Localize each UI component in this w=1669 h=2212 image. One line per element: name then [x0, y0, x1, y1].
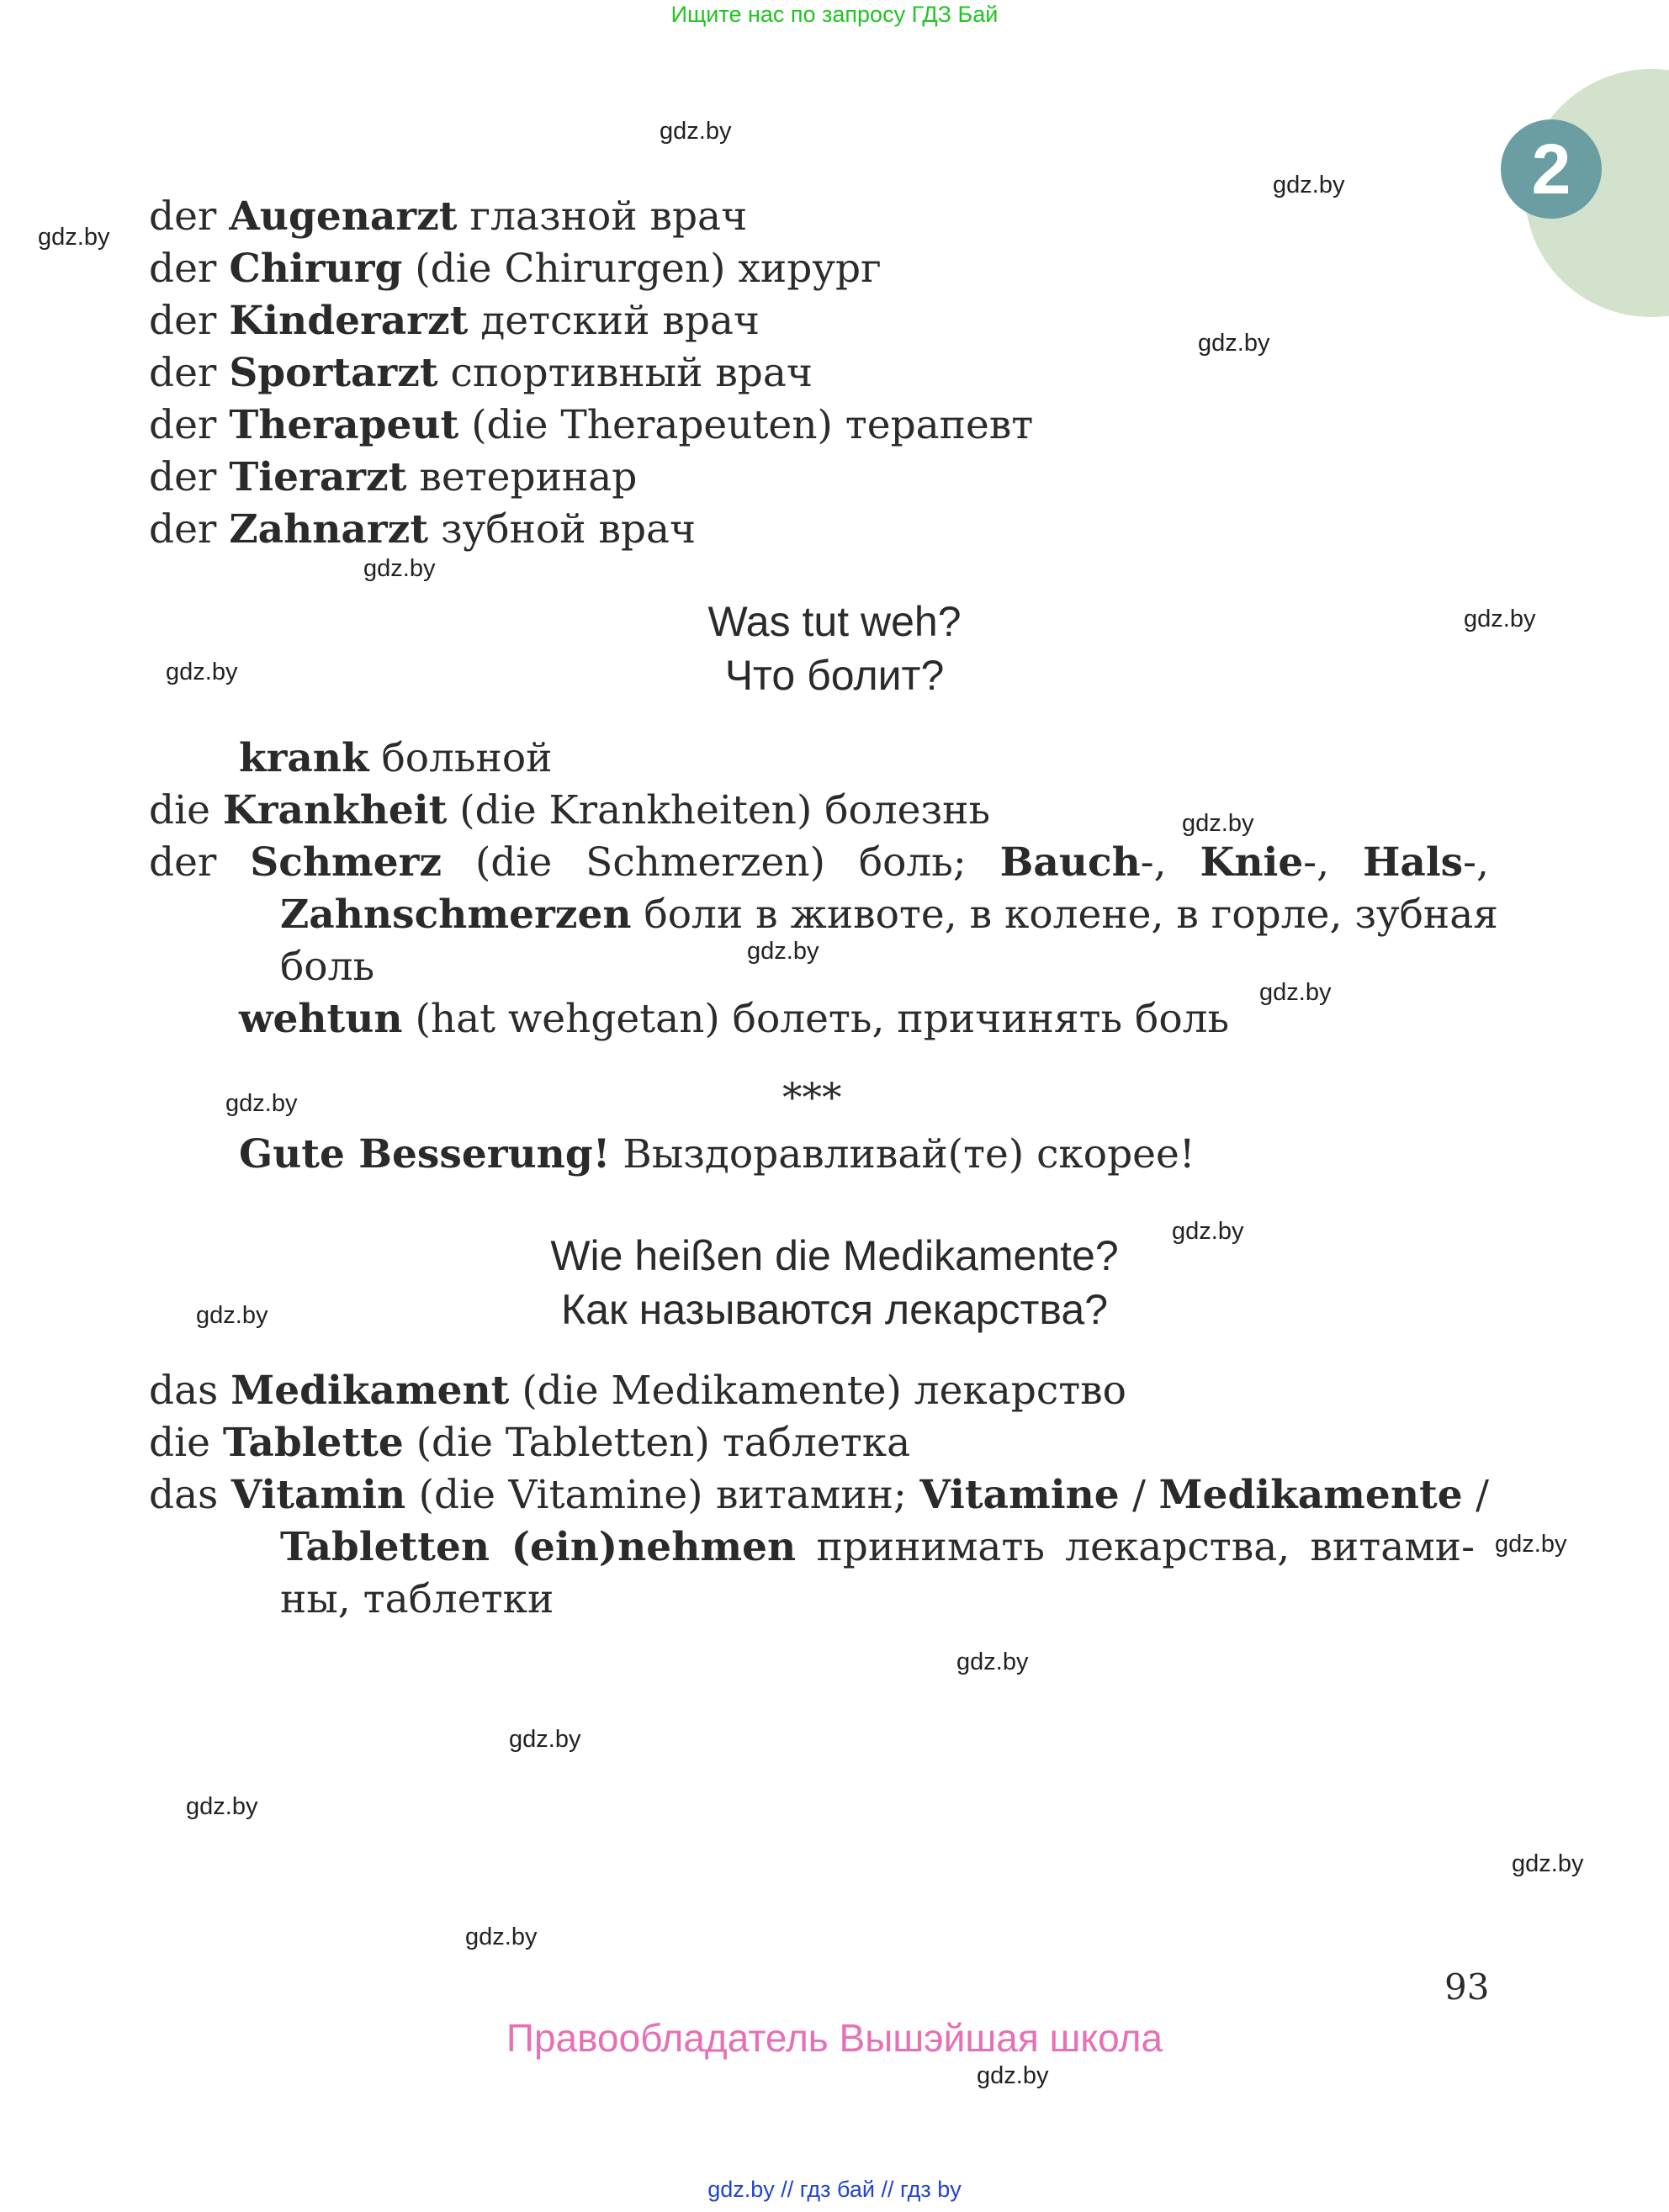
watermark: gdz.by — [1259, 979, 1332, 1006]
watermark: gdz.by — [196, 1302, 268, 1329]
vocab-entry-continued: боль — [280, 944, 375, 990]
watermark: gdz.by — [465, 1924, 538, 1950]
chapter-badge: 2 — [1501, 119, 1602, 219]
vocab-entry: der Augenarzt глазной врач — [149, 193, 748, 240]
watermark: gdz.by — [1495, 1531, 1567, 1558]
separator-stars: *** — [782, 1075, 842, 1121]
vocab-entry: der Kinderarzt детский врач — [149, 298, 760, 344]
watermark: gdz.by — [660, 118, 732, 145]
watermark: gdz.by — [977, 2062, 1049, 2089]
footer-links[interactable]: gdz.by // гдз бай // гдз by — [707, 2177, 962, 2202]
vocab-entry: die Tablette (die Tabletten) таблетка — [149, 1420, 911, 1466]
section-title-ru: Что болит? — [724, 652, 945, 699]
vocab-entry-continued: ны, таблетки — [280, 1576, 554, 1622]
watermark: gdz.by — [1464, 606, 1536, 632]
watermark: gdz.by — [1273, 172, 1345, 198]
page-number: 93 — [1444, 1966, 1490, 2008]
watermark: gdz.by — [509, 1726, 581, 1753]
top-banner[interactable]: Ищите нас по запросу ГДЗ Бай — [670, 2, 999, 27]
watermark: gdz.by — [363, 555, 436, 582]
vocab-entry: krank больной — [239, 735, 553, 781]
vocab-entry: der Chirurg (die Chirurgen) хирург — [149, 246, 882, 292]
watermark: gdz.by — [38, 224, 110, 251]
phrase-entry: Gute Besserung! Выздоравливай(те) скорее! — [239, 1131, 1195, 1177]
vocab-entry: wehtun (hat wehgetan) болеть, причинять боль — [239, 996, 1230, 1042]
vocab-entry: das Vitamin (die Vitamine) витамин; Vitamine / Medikamente / — [149, 1472, 1489, 1518]
watermark: gdz.by — [956, 1648, 1029, 1675]
vocab-entry: der Tierarzt ветеринар — [149, 454, 638, 500]
copyright-notice: Правообладатель Вышэйшая школа — [506, 2016, 1163, 2060]
watermark: gdz.by — [225, 1090, 298, 1117]
vocab-entry: der Zahnarzt зубной врач — [149, 506, 697, 553]
vocab-entry: die Krankheit (die Krankheiten) болезнь — [149, 787, 991, 833]
vocab-entry-continued: Zahnschmerzen боли в животе, в колене, в горле, зубная — [280, 892, 1498, 938]
watermark: gdz.by — [1512, 1850, 1584, 1877]
watermark: gdz.by — [1182, 810, 1254, 837]
section-title-ru: Как называются лекарства? — [560, 1286, 1109, 1333]
vocab-entry: der Schmerz (die Schmerzen) боль; Bauch-, Knie-, Hals-, — [149, 839, 1489, 886]
watermark: gdz.by — [1172, 1218, 1244, 1245]
watermark: gdz.by — [747, 938, 819, 965]
vocab-entry: das Medikament (die Medikamente) лекарство — [149, 1368, 1126, 1414]
watermark: gdz.by — [186, 1793, 258, 1820]
watermark: gdz.by — [1198, 330, 1270, 357]
vocab-entry: der Therapeut (die Therapeuten) терапевт — [149, 402, 1034, 448]
vocab-entry-continued: Tabletten (ein)nehmen принимать лекарства, витами- — [280, 1524, 1475, 1570]
vocab-entry: der Sportarzt спортивный врач — [149, 350, 813, 396]
watermark: gdz.by — [166, 659, 238, 685]
section-title-de: Wie heißen die Medikamente? — [550, 1232, 1119, 1279]
section-title-de: Was tut weh? — [707, 598, 962, 645]
